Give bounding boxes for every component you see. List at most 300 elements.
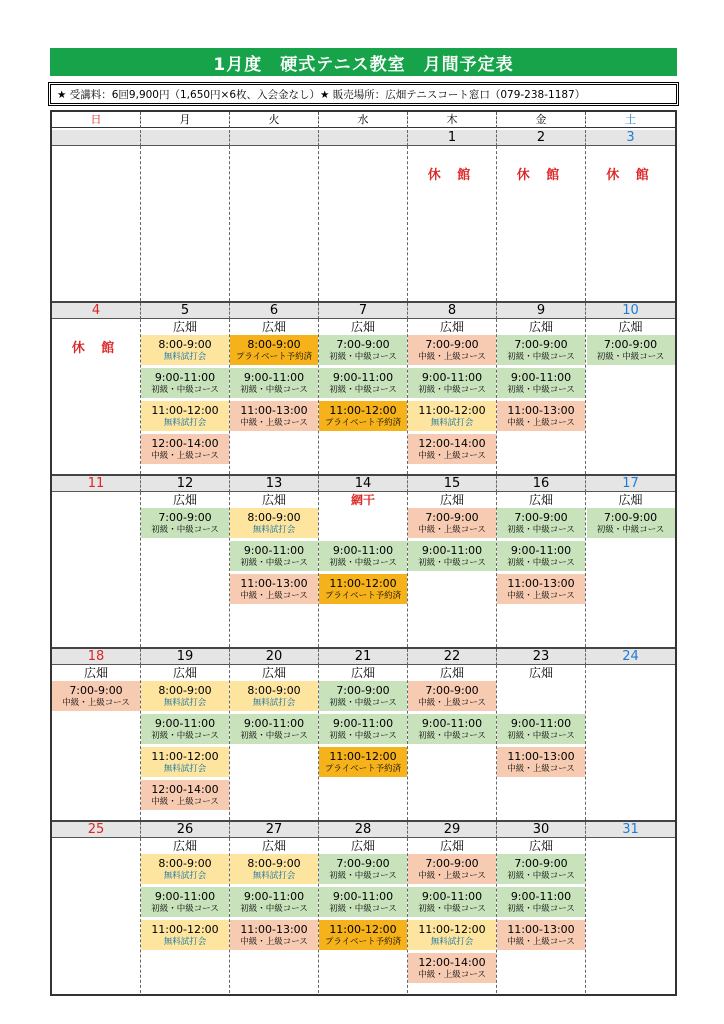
- day-number: 10: [622, 303, 639, 318]
- slot-course: 初級・中級コース: [596, 351, 665, 362]
- lesson-slot: [408, 508, 496, 538]
- slot-time: 9:00-11:00: [510, 716, 572, 730]
- day-cell: [230, 838, 319, 993]
- slot-time: 8:00-9:00: [158, 337, 212, 351]
- slot-time: 7:00-9:00: [336, 337, 390, 351]
- week-body: [52, 146, 675, 301]
- lesson-slot: [141, 434, 229, 464]
- lesson-slot: [497, 714, 585, 744]
- slot-course: 中級・上級コース: [418, 351, 486, 362]
- calendar: [50, 110, 677, 996]
- lesson-slot: [230, 508, 318, 538]
- day-number: 5: [141, 303, 230, 319]
- day-cell: [141, 492, 230, 647]
- slot-time: 8:00-9:00: [247, 510, 301, 524]
- week-date-row: [52, 476, 675, 492]
- slot-course: 中級・上級コース: [507, 590, 575, 601]
- slot-course: 無料試打会: [252, 870, 296, 881]
- lesson-slot: [408, 887, 496, 917]
- lesson-slot: [319, 887, 407, 917]
- slot-course: 初級・中級コース: [507, 870, 575, 881]
- slot-course: 中級・上級コース: [418, 969, 486, 980]
- empty-slot: [497, 681, 585, 711]
- day-number: 1: [408, 130, 497, 146]
- slot-time: 7:00-9:00: [514, 510, 568, 524]
- weekday-sat: 土: [625, 113, 636, 126]
- day-cell: [141, 319, 230, 474]
- day-cell: [230, 492, 319, 647]
- slot-time: 7:00-9:00: [603, 337, 658, 351]
- slot-time: 9:00-11:00: [421, 889, 483, 903]
- slot-time: 9:00-11:00: [510, 543, 572, 557]
- slot-course: 初級・中級コース: [418, 557, 486, 568]
- lesson-slot: [141, 714, 229, 744]
- slot-time: 7:00-9:00: [514, 337, 568, 351]
- day-number: 25: [52, 822, 141, 838]
- slot-time: 11:00-12:00: [329, 576, 397, 590]
- slot-course: 無料試打会: [163, 417, 207, 428]
- slot-time: 9:00-11:00: [243, 370, 305, 384]
- lesson-slot: [497, 541, 585, 571]
- slot-time: 7:00-9:00: [514, 856, 568, 870]
- lesson-slot: [408, 541, 496, 571]
- day-cell: [230, 665, 319, 820]
- weekday-sun: 日: [52, 112, 141, 128]
- page-title: 1月度 硬式テニス教室 月間予定表: [50, 48, 677, 76]
- calendar-week: [52, 130, 675, 303]
- slot-course: プライベート予約済: [324, 417, 402, 428]
- closed-label: 休 館: [71, 341, 121, 356]
- slot-course: 無料試打会: [163, 870, 207, 881]
- day-cell: [319, 838, 408, 993]
- venue-label: 広畑: [261, 839, 286, 853]
- slot-time: 11:00-13:00: [240, 922, 308, 936]
- venue-label: 広畑: [439, 666, 464, 680]
- slot-time: 12:00-14:00: [418, 955, 486, 969]
- lesson-slot: [141, 920, 229, 950]
- lesson-slot: [497, 368, 585, 398]
- slot-time: 7:00-9:00: [69, 683, 123, 697]
- closed-label: 休 館: [516, 168, 566, 183]
- slot-course: 無料試打会: [163, 351, 207, 362]
- slot-time: 11:00-13:00: [507, 922, 575, 936]
- slot-time: 9:00-11:00: [332, 370, 394, 384]
- day-cell: [408, 492, 497, 647]
- lesson-slot: [230, 541, 318, 571]
- slot-course: 初級・中級コース: [329, 557, 397, 568]
- day-cell: [408, 838, 497, 993]
- venue-label: 広畑: [618, 320, 643, 334]
- lesson-slot: [319, 920, 407, 950]
- lesson-slot: [230, 887, 318, 917]
- weekday-thu: 木: [408, 112, 497, 128]
- day-number: 20: [230, 649, 319, 665]
- venue-label: 広畑: [350, 666, 375, 680]
- week-date-row: [52, 822, 675, 838]
- slot-course: 初級・中級コース: [329, 903, 397, 914]
- closed-label: 休 館: [606, 168, 655, 183]
- venue-label: 広畑: [439, 839, 464, 853]
- slot-time: 9:00-11:00: [154, 889, 216, 903]
- lesson-slot: [319, 681, 407, 711]
- venue-label: 広畑: [83, 666, 108, 680]
- day-number: 8: [408, 303, 497, 319]
- day-cell: [319, 146, 408, 301]
- lesson-slot: [319, 747, 407, 777]
- day-cell: [52, 319, 141, 474]
- venue-label: 広畑: [528, 320, 553, 334]
- slot-course: 中級・上級コース: [418, 697, 486, 708]
- day-number: 12: [141, 476, 230, 492]
- day-number: 17: [622, 476, 639, 491]
- day-number: [141, 130, 230, 146]
- lesson-slot: [230, 335, 318, 365]
- lesson-slot: [230, 681, 318, 711]
- lesson-slot: [408, 920, 496, 950]
- day-number: 24: [622, 649, 639, 664]
- day-number: 16: [497, 476, 586, 492]
- venue-label: 広畑: [528, 493, 553, 507]
- day-cell: [408, 665, 497, 820]
- slot-time: 11:00-13:00: [507, 403, 575, 417]
- venue-label: 広畑: [172, 320, 197, 334]
- day-number: 30: [497, 822, 586, 838]
- lesson-slot: [587, 335, 675, 365]
- day-cell: [497, 838, 586, 993]
- lesson-slot: [408, 401, 496, 431]
- slot-course: 無料試打会: [252, 697, 296, 708]
- day-number: 13: [230, 476, 319, 492]
- slot-time: 9:00-11:00: [421, 543, 483, 557]
- venue-label: 広畑: [350, 320, 375, 334]
- slot-course: 初級・中級コース: [240, 384, 308, 395]
- day-number: 14: [319, 476, 408, 492]
- weekday-fri: 金: [497, 112, 586, 128]
- slot-time: 7:00-9:00: [425, 510, 479, 524]
- day-cell: [497, 146, 586, 301]
- lesson-slot: [230, 714, 318, 744]
- slot-time: 8:00-9:00: [158, 683, 212, 697]
- lesson-slot: [497, 747, 585, 777]
- slot-time: 11:00-12:00: [418, 922, 486, 936]
- lesson-slot: [230, 368, 318, 398]
- slot-time: 9:00-11:00: [243, 889, 305, 903]
- slot-course: 中級・上級コース: [240, 590, 308, 601]
- week-body: [52, 838, 675, 993]
- slot-course: 初級・中級コース: [507, 351, 575, 362]
- day-cell: [586, 319, 675, 474]
- slot-time: 9:00-11:00: [154, 370, 216, 384]
- lesson-slot: [141, 854, 229, 884]
- week-body: [52, 319, 675, 474]
- slot-time: 8:00-9:00: [158, 856, 212, 870]
- slot-time: 11:00-12:00: [329, 922, 397, 936]
- day-cell: [319, 492, 408, 647]
- fee-info: ★ 受講料：6回9,900円（1,650円×6枚、入会金なし）★ 販売場所：広畑テニスコート窓口（079-238-1187）: [50, 84, 677, 104]
- lesson-slot: [408, 368, 496, 398]
- slot-time: 7:00-9:00: [336, 856, 390, 870]
- slot-time: 11:00-12:00: [329, 403, 397, 417]
- day-cell: [141, 838, 230, 993]
- slot-course: 初級・中級コース: [240, 903, 308, 914]
- weekday-wed: 水: [319, 112, 408, 128]
- lesson-slot: [230, 920, 318, 950]
- venue-label: 広畑: [172, 493, 197, 507]
- slot-course: 中級・上級コース: [507, 763, 575, 774]
- day-cell: [230, 319, 319, 474]
- slot-time: 9:00-11:00: [332, 543, 394, 557]
- venue-label: 網干: [350, 493, 375, 507]
- slot-time: 7:00-9:00: [425, 683, 479, 697]
- day-cell: [586, 665, 675, 820]
- day-cell: [52, 665, 141, 820]
- slot-course: 中級・上級コース: [507, 417, 575, 428]
- slot-time: 9:00-11:00: [510, 370, 572, 384]
- slot-time: 9:00-11:00: [243, 716, 305, 730]
- slot-course: 無料試打会: [430, 417, 474, 428]
- slot-course: 中級・上級コース: [240, 417, 308, 428]
- closed-label: 休 館: [427, 168, 477, 183]
- venue-label: 広畑: [528, 839, 553, 853]
- slot-time: 9:00-11:00: [332, 716, 394, 730]
- slot-course: 初級・中級コース: [240, 730, 308, 741]
- day-cell: [586, 146, 675, 301]
- day-number: [319, 130, 408, 146]
- day-number: 21: [319, 649, 408, 665]
- calendar-week: [52, 476, 675, 649]
- day-number: 4: [52, 303, 141, 319]
- slot-time: 11:00-13:00: [240, 576, 308, 590]
- slot-course: 初級・中級コース: [418, 730, 486, 741]
- lesson-slot: [319, 401, 407, 431]
- slot-time: 7:00-9:00: [425, 337, 479, 351]
- lesson-slot: [319, 854, 407, 884]
- slot-time: 11:00-12:00: [151, 749, 219, 763]
- slot-course: プライベート予約済: [324, 590, 402, 601]
- day-cell: [586, 838, 675, 993]
- slot-course: 中級・上級コース: [507, 936, 575, 947]
- day-number: 23: [497, 649, 586, 665]
- day-number: 9: [497, 303, 586, 319]
- slot-time: 12:00-14:00: [151, 436, 219, 450]
- lesson-slot: [587, 508, 675, 538]
- day-cell: [230, 146, 319, 301]
- slot-time: 8:00-9:00: [247, 337, 301, 351]
- slot-time: 11:00-12:00: [329, 749, 397, 763]
- slot-course: プライベート予約済: [235, 351, 313, 362]
- slot-time: 8:00-9:00: [247, 856, 301, 870]
- day-number: 26: [141, 822, 230, 838]
- lesson-slot: [319, 335, 407, 365]
- slot-course: 初級・中級コース: [329, 730, 397, 741]
- lesson-slot: [408, 681, 496, 711]
- week-date-row: [52, 303, 675, 319]
- day-cell: [408, 146, 497, 301]
- slot-time: 11:00-12:00: [418, 403, 486, 417]
- lesson-slot: [319, 574, 407, 604]
- day-cell: [141, 146, 230, 301]
- lesson-slot: [497, 335, 585, 365]
- slot-time: 12:00-14:00: [151, 782, 219, 796]
- lesson-slot: [141, 508, 229, 538]
- slot-course: 初級・中級コース: [329, 870, 397, 881]
- lesson-slot: [141, 368, 229, 398]
- lesson-slot: [319, 368, 407, 398]
- day-cell: [52, 492, 141, 647]
- lesson-slot: [52, 681, 140, 711]
- lesson-slot: [141, 780, 229, 810]
- lesson-slot: [497, 574, 585, 604]
- slot-time: 9:00-11:00: [243, 543, 305, 557]
- slot-time: 9:00-11:00: [421, 716, 483, 730]
- day-cell: [52, 838, 141, 993]
- venue-label: 広畑: [439, 320, 464, 334]
- lesson-slot: [408, 434, 496, 464]
- slot-time: 7:00-9:00: [336, 683, 390, 697]
- day-cell: [408, 319, 497, 474]
- slot-course: 無料試打会: [163, 936, 207, 947]
- lesson-slot: [497, 401, 585, 431]
- slot-time: 9:00-11:00: [154, 716, 216, 730]
- lesson-slot: [497, 920, 585, 950]
- weekday-tue: 火: [230, 112, 319, 128]
- calendar-week: [52, 649, 675, 822]
- slot-course: プライベート予約済: [324, 936, 402, 947]
- slot-course: 初級・中級コース: [151, 524, 219, 535]
- slot-course: 無料試打会: [430, 936, 474, 947]
- slot-time: 9:00-11:00: [510, 889, 572, 903]
- day-cell: [52, 146, 141, 301]
- venue-label: 広畑: [261, 666, 286, 680]
- slot-course: 中級・上級コース: [418, 524, 486, 535]
- slot-course: 中級・上級コース: [62, 697, 130, 708]
- lesson-slot: [408, 854, 496, 884]
- slot-course: 初級・中級コース: [507, 903, 575, 914]
- day-number: 11: [52, 476, 141, 492]
- day-number: 22: [408, 649, 497, 665]
- slot-course: 初級・中級コース: [329, 384, 397, 395]
- slot-course: 初級・中級コース: [418, 384, 486, 395]
- lesson-slot: [408, 335, 496, 365]
- slot-course: 中級・上級コース: [418, 870, 486, 881]
- slot-course: 初級・中級コース: [418, 903, 486, 914]
- slot-course: 無料試打会: [163, 763, 207, 774]
- calendar-week: [52, 822, 675, 995]
- slot-time: 11:00-12:00: [151, 922, 219, 936]
- empty-slot: [319, 508, 407, 538]
- slot-time: 7:00-9:00: [158, 510, 212, 524]
- day-number: 15: [408, 476, 497, 492]
- day-number: 3: [626, 130, 635, 145]
- venue-label: 広畑: [350, 839, 375, 853]
- lesson-slot: [230, 401, 318, 431]
- day-number: 31: [622, 822, 639, 837]
- lesson-slot: [230, 574, 318, 604]
- week-body: [52, 665, 675, 820]
- calendar-week: [52, 303, 675, 476]
- day-number: 7: [319, 303, 408, 319]
- slot-course: 無料試打会: [252, 524, 296, 535]
- slot-time: 7:00-9:00: [425, 856, 479, 870]
- slot-course: 初級・中級コース: [507, 384, 575, 395]
- day-cell: [497, 665, 586, 820]
- lesson-slot: [141, 401, 229, 431]
- slot-time: 7:00-9:00: [603, 510, 658, 524]
- week-date-row: [52, 649, 675, 665]
- week-body: [52, 492, 675, 647]
- slot-course: 中級・上級コース: [151, 796, 219, 807]
- slot-course: 無料試打会: [163, 697, 207, 708]
- day-number: 29: [408, 822, 497, 838]
- lesson-slot: [408, 714, 496, 744]
- day-number: 2: [497, 130, 586, 146]
- slot-course: 中級・上級コース: [240, 936, 308, 947]
- lesson-slot: [408, 953, 496, 983]
- week-date-row: [52, 130, 675, 146]
- lesson-slot: [319, 714, 407, 744]
- day-cell: [319, 665, 408, 820]
- day-number: 6: [230, 303, 319, 319]
- weekday-header: [52, 112, 675, 128]
- day-cell: [497, 319, 586, 474]
- day-number: 19: [141, 649, 230, 665]
- day-number: 28: [319, 822, 408, 838]
- slot-course: プライベート予約済: [324, 763, 402, 774]
- venue-label: 広畑: [528, 666, 553, 680]
- lesson-slot: [319, 541, 407, 571]
- lesson-slot: [141, 335, 229, 365]
- venue-label: 広畑: [439, 493, 464, 507]
- slot-course: 初級・中級コース: [329, 697, 397, 708]
- weekday-mon: 月: [141, 112, 230, 128]
- day-cell: [497, 492, 586, 647]
- lesson-slot: [141, 681, 229, 711]
- day-number: [52, 130, 141, 146]
- slot-course: 中級・上級コース: [418, 450, 486, 461]
- slot-course: 初級・中級コース: [240, 557, 308, 568]
- day-number: 18: [52, 649, 141, 665]
- slot-time: 9:00-11:00: [421, 370, 483, 384]
- slot-course: 初級・中級コース: [151, 903, 219, 914]
- slot-course: 初級・中級コース: [507, 557, 575, 568]
- lesson-slot: [141, 887, 229, 917]
- lesson-slot: [141, 747, 229, 777]
- day-cell: [319, 319, 408, 474]
- lesson-slot: [497, 887, 585, 917]
- slot-time: 12:00-14:00: [418, 436, 486, 450]
- slot-time: 11:00-13:00: [240, 403, 308, 417]
- lesson-slot: [497, 508, 585, 538]
- venue-label: 広畑: [172, 666, 197, 680]
- venue-label: 広畑: [261, 493, 286, 507]
- slot-course: 初級・中級コース: [151, 384, 219, 395]
- slot-time: 11:00-13:00: [507, 749, 575, 763]
- day-cell: [141, 665, 230, 820]
- day-cell: [586, 492, 675, 647]
- day-number: 27: [230, 822, 319, 838]
- lesson-slot: [497, 854, 585, 884]
- slot-course: 初級・中級コース: [151, 730, 219, 741]
- slot-time: 11:00-13:00: [507, 576, 575, 590]
- slot-time: 11:00-12:00: [151, 403, 219, 417]
- venue-label: 広畑: [261, 320, 286, 334]
- slot-course: 初級・中級コース: [507, 524, 575, 535]
- slot-course: 中級・上級コース: [151, 450, 219, 461]
- venue-label: 広畑: [172, 839, 197, 853]
- slot-time: 8:00-9:00: [247, 683, 301, 697]
- venue-label: 広畑: [618, 493, 643, 507]
- slot-course: 初級・中級コース: [596, 524, 665, 535]
